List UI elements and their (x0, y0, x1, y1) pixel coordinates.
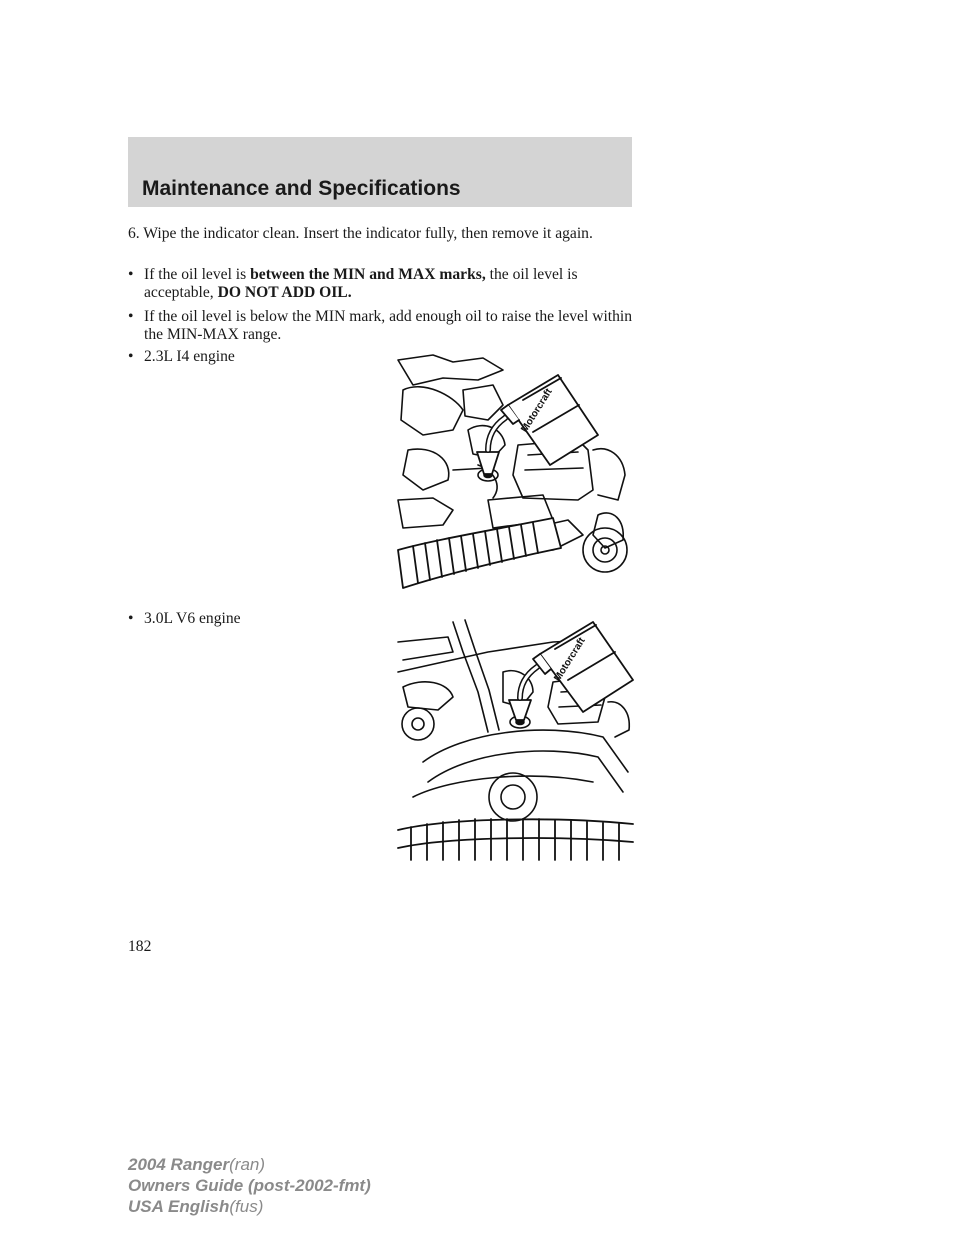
intake-hose (398, 518, 561, 588)
oil-bottle (520, 622, 633, 712)
bullet-text: 2.3L I4 engine (144, 348, 235, 365)
bullet-oil-acceptable (128, 266, 633, 302)
oil-bottle (488, 375, 598, 465)
bullet-glyph: • (128, 266, 134, 283)
bullet-text: If the oil level is between the MIN and MAX marks, the oil level is acceptable, DO NOT ADD OIL. (144, 266, 578, 301)
bottle-label: Motorcraft (552, 635, 588, 684)
bullet-text: If the oil level is below the MIN mark, add enough oil to raise the level within the MIN-MAX range. (144, 308, 633, 343)
section-title: Maintenance and Specifications (142, 177, 461, 200)
footer-line: USA English(fus) (128, 1197, 264, 1216)
document-footer (128, 1154, 371, 1217)
oil-funnel (509, 700, 531, 720)
step-6-text: 6. Wipe the indicator clean. Insert the indicator fully, then remove it again. (128, 225, 593, 242)
page-number: 182 (128, 938, 152, 955)
bullet-add-oil (128, 308, 633, 344)
bullet-glyph: • (128, 308, 134, 325)
bullet-text: 3.0L V6 engine (144, 610, 241, 627)
v6-engine-oil-fill-figure (393, 612, 635, 862)
bullet-glyph: • (128, 610, 134, 627)
footer-line: 2004 Ranger(ran) (128, 1155, 266, 1174)
bullet-glyph: • (128, 348, 134, 365)
bottle-label: Motorcraft (519, 386, 555, 435)
footer-line: Owners Guide (post-2002-fmt) (128, 1176, 371, 1195)
i4-engine-oil-fill-figure (393, 350, 633, 595)
intake-grille (398, 819, 633, 860)
section-header (128, 137, 632, 207)
